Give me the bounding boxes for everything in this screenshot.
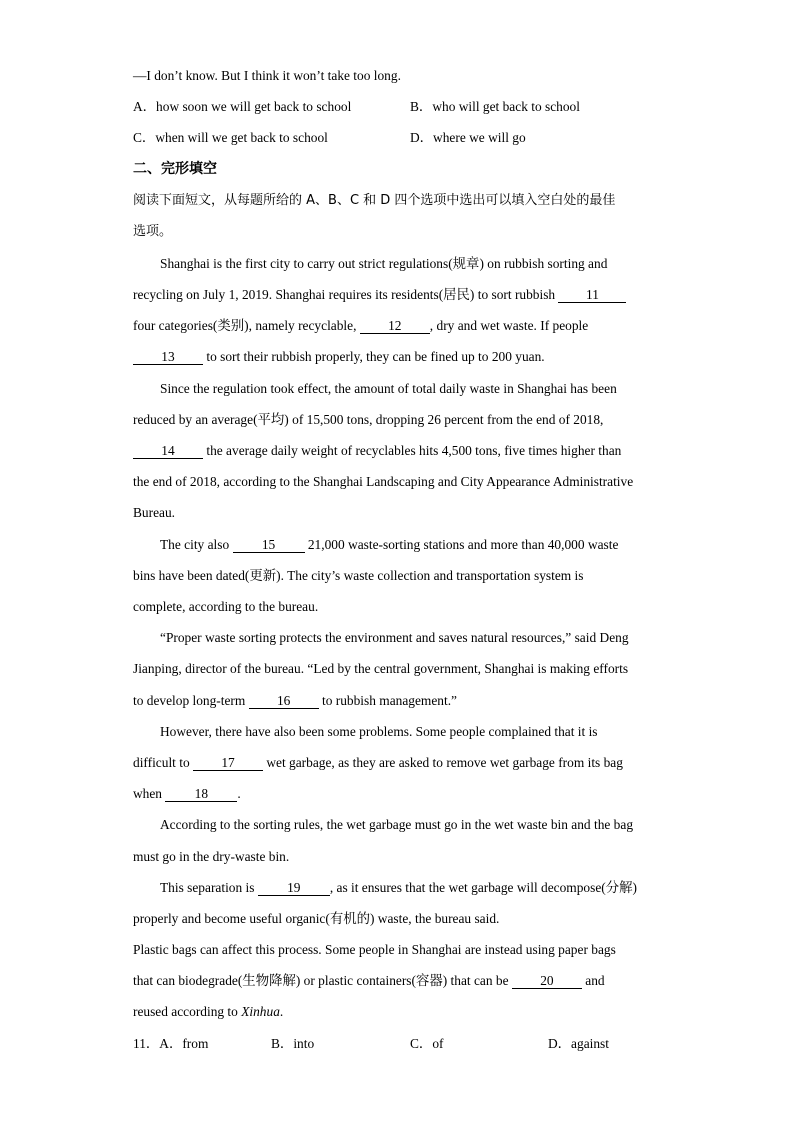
passage-p6-line-1: According to the sorting rules, the wet garbage must go in the wet waste bin and the bag bbox=[160, 817, 634, 832]
section-instruction-line-2: 选项。 bbox=[133, 224, 173, 239]
passage-text: to develop long-term bbox=[133, 693, 249, 708]
passage-text: , as it ensures that the wet garbage will decompose(分解) bbox=[329, 880, 637, 895]
passage-text: and bbox=[581, 973, 605, 988]
passage-p7-line-1 bbox=[160, 880, 637, 896]
blank-17: 17 bbox=[193, 756, 263, 771]
passage-p8-line-1: Plastic bags can affect this process. Some people in Shanghai are instead using paper bags bbox=[133, 942, 616, 957]
q11-option-a: 11．A．from bbox=[133, 1036, 209, 1051]
passage-p2-line-1: Since the regulation took effect, the amount of total daily waste in Shanghai has been bbox=[160, 381, 617, 396]
passage-p8-line-3 bbox=[133, 1004, 283, 1020]
passage-p8-line-2 bbox=[133, 973, 605, 989]
passage-p5-line-3 bbox=[133, 786, 241, 802]
source-name: Xinhua bbox=[241, 1004, 280, 1019]
passage-p1-line-3 bbox=[133, 318, 588, 334]
blank-15: 15 bbox=[233, 538, 305, 553]
q10-option-d: D．where we will go bbox=[410, 130, 526, 145]
blank-19: 19 bbox=[258, 881, 330, 896]
blank-13: 13 bbox=[133, 350, 203, 365]
passage-text: The city also bbox=[160, 537, 233, 552]
passage-text: that can biodegrade(生物降解) or plastic containers(容器) that can be bbox=[133, 973, 512, 988]
passage-text: , dry and wet waste. If people bbox=[429, 318, 589, 333]
blank-12: 12 bbox=[360, 319, 430, 334]
passage-p1-line-2 bbox=[133, 287, 626, 303]
passage-text: when bbox=[133, 786, 166, 801]
passage-text: reused according to bbox=[133, 1004, 242, 1019]
passage-text: to rubbish management.” bbox=[318, 693, 457, 708]
blank-14: 14 bbox=[133, 444, 203, 459]
blank-18: 18 bbox=[165, 787, 237, 802]
passage-text: recycling on July 1, 2019. Shanghai requires its residents(居民) to sort rubbish bbox=[133, 287, 559, 302]
passage-text: difficult to bbox=[133, 755, 194, 770]
passage-p4-line-2: Jianping, director of the bureau. “Led by the central government, Shanghai is making efforts bbox=[133, 661, 629, 676]
q10-answer-line: —I don’t know. But I think it won’t take too long. bbox=[133, 68, 401, 83]
passage-p5-line-2 bbox=[133, 755, 623, 771]
q10-option-c: C．when will we get back to school bbox=[133, 130, 328, 145]
passage-p4-line-3 bbox=[133, 693, 457, 709]
blank-20: 20 bbox=[512, 974, 582, 989]
passage-p3-line-3: complete, according to the bureau. bbox=[133, 599, 319, 614]
passage-text: . bbox=[237, 786, 241, 801]
passage-p6-line-2: must go in the dry-waste bin. bbox=[133, 849, 290, 864]
passage-p2-line-4: the end of 2018, according to the Shanghai Landscaping and City Appearance Administrative bbox=[133, 474, 634, 489]
blank-16: 16 bbox=[249, 694, 319, 709]
q11-option-b: B．into bbox=[271, 1036, 315, 1051]
passage-p4-line-1: “Proper waste sorting protects the environment and saves natural resources,” said Deng bbox=[160, 630, 629, 645]
passage-text: 21,000 waste-sorting stations and more than 40,000 waste bbox=[304, 537, 619, 552]
q10-option-a: A．how soon we will get back to school bbox=[133, 99, 352, 114]
passage-p7-line-2: properly and become useful organic(有机的) waste, the bureau said. bbox=[133, 911, 500, 926]
passage-text: . bbox=[279, 1004, 284, 1019]
section-instruction-line-1: 阅读下面短文，从每题所给的 A、B、C 和 D 四个选项中选出可以填入空白处的最佳 bbox=[133, 193, 616, 208]
passage-text: This separation is bbox=[160, 880, 258, 895]
passage-p2-line-2: reduced by an average(平均) of 15,500 tons, dropping 26 percent from the end of 2018, bbox=[133, 412, 604, 427]
passage-p3-line-2: bins have been dated(更新). The city’s waste collection and transportation system is bbox=[133, 568, 584, 583]
passage-p1-line-4 bbox=[133, 349, 545, 365]
passage-text: the average daily weight of recyclables hits 4,500 tons, five times higher than bbox=[203, 443, 622, 458]
passage-text: to sort their rubbish properly, they can be fined up to 200 yuan. bbox=[203, 349, 545, 364]
passage-p2-line-5: Bureau. bbox=[133, 505, 176, 520]
q10-option-b: B．who will get back to school bbox=[410, 99, 580, 114]
q11-option-c: C．of bbox=[410, 1036, 444, 1051]
passage-text: wet garbage, as they are asked to remove wet garbage from its bag bbox=[263, 755, 623, 770]
passage-text: four categories(类别), namely recyclable, bbox=[133, 318, 360, 333]
passage-p3-line-1 bbox=[160, 537, 618, 553]
section-heading: 二、完形填空 bbox=[133, 161, 217, 177]
q11-option-d: D．against bbox=[548, 1036, 609, 1051]
passage-p2-line-3 bbox=[133, 443, 621, 459]
passage-p5-line-1: However, there have also been some problems. Some people complained that it is bbox=[160, 724, 598, 739]
passage-p1-line-1: Shanghai is the first city to carry out strict regulations(规章) on rubbish sorting and bbox=[160, 256, 608, 271]
blank-11: 11 bbox=[558, 288, 626, 303]
